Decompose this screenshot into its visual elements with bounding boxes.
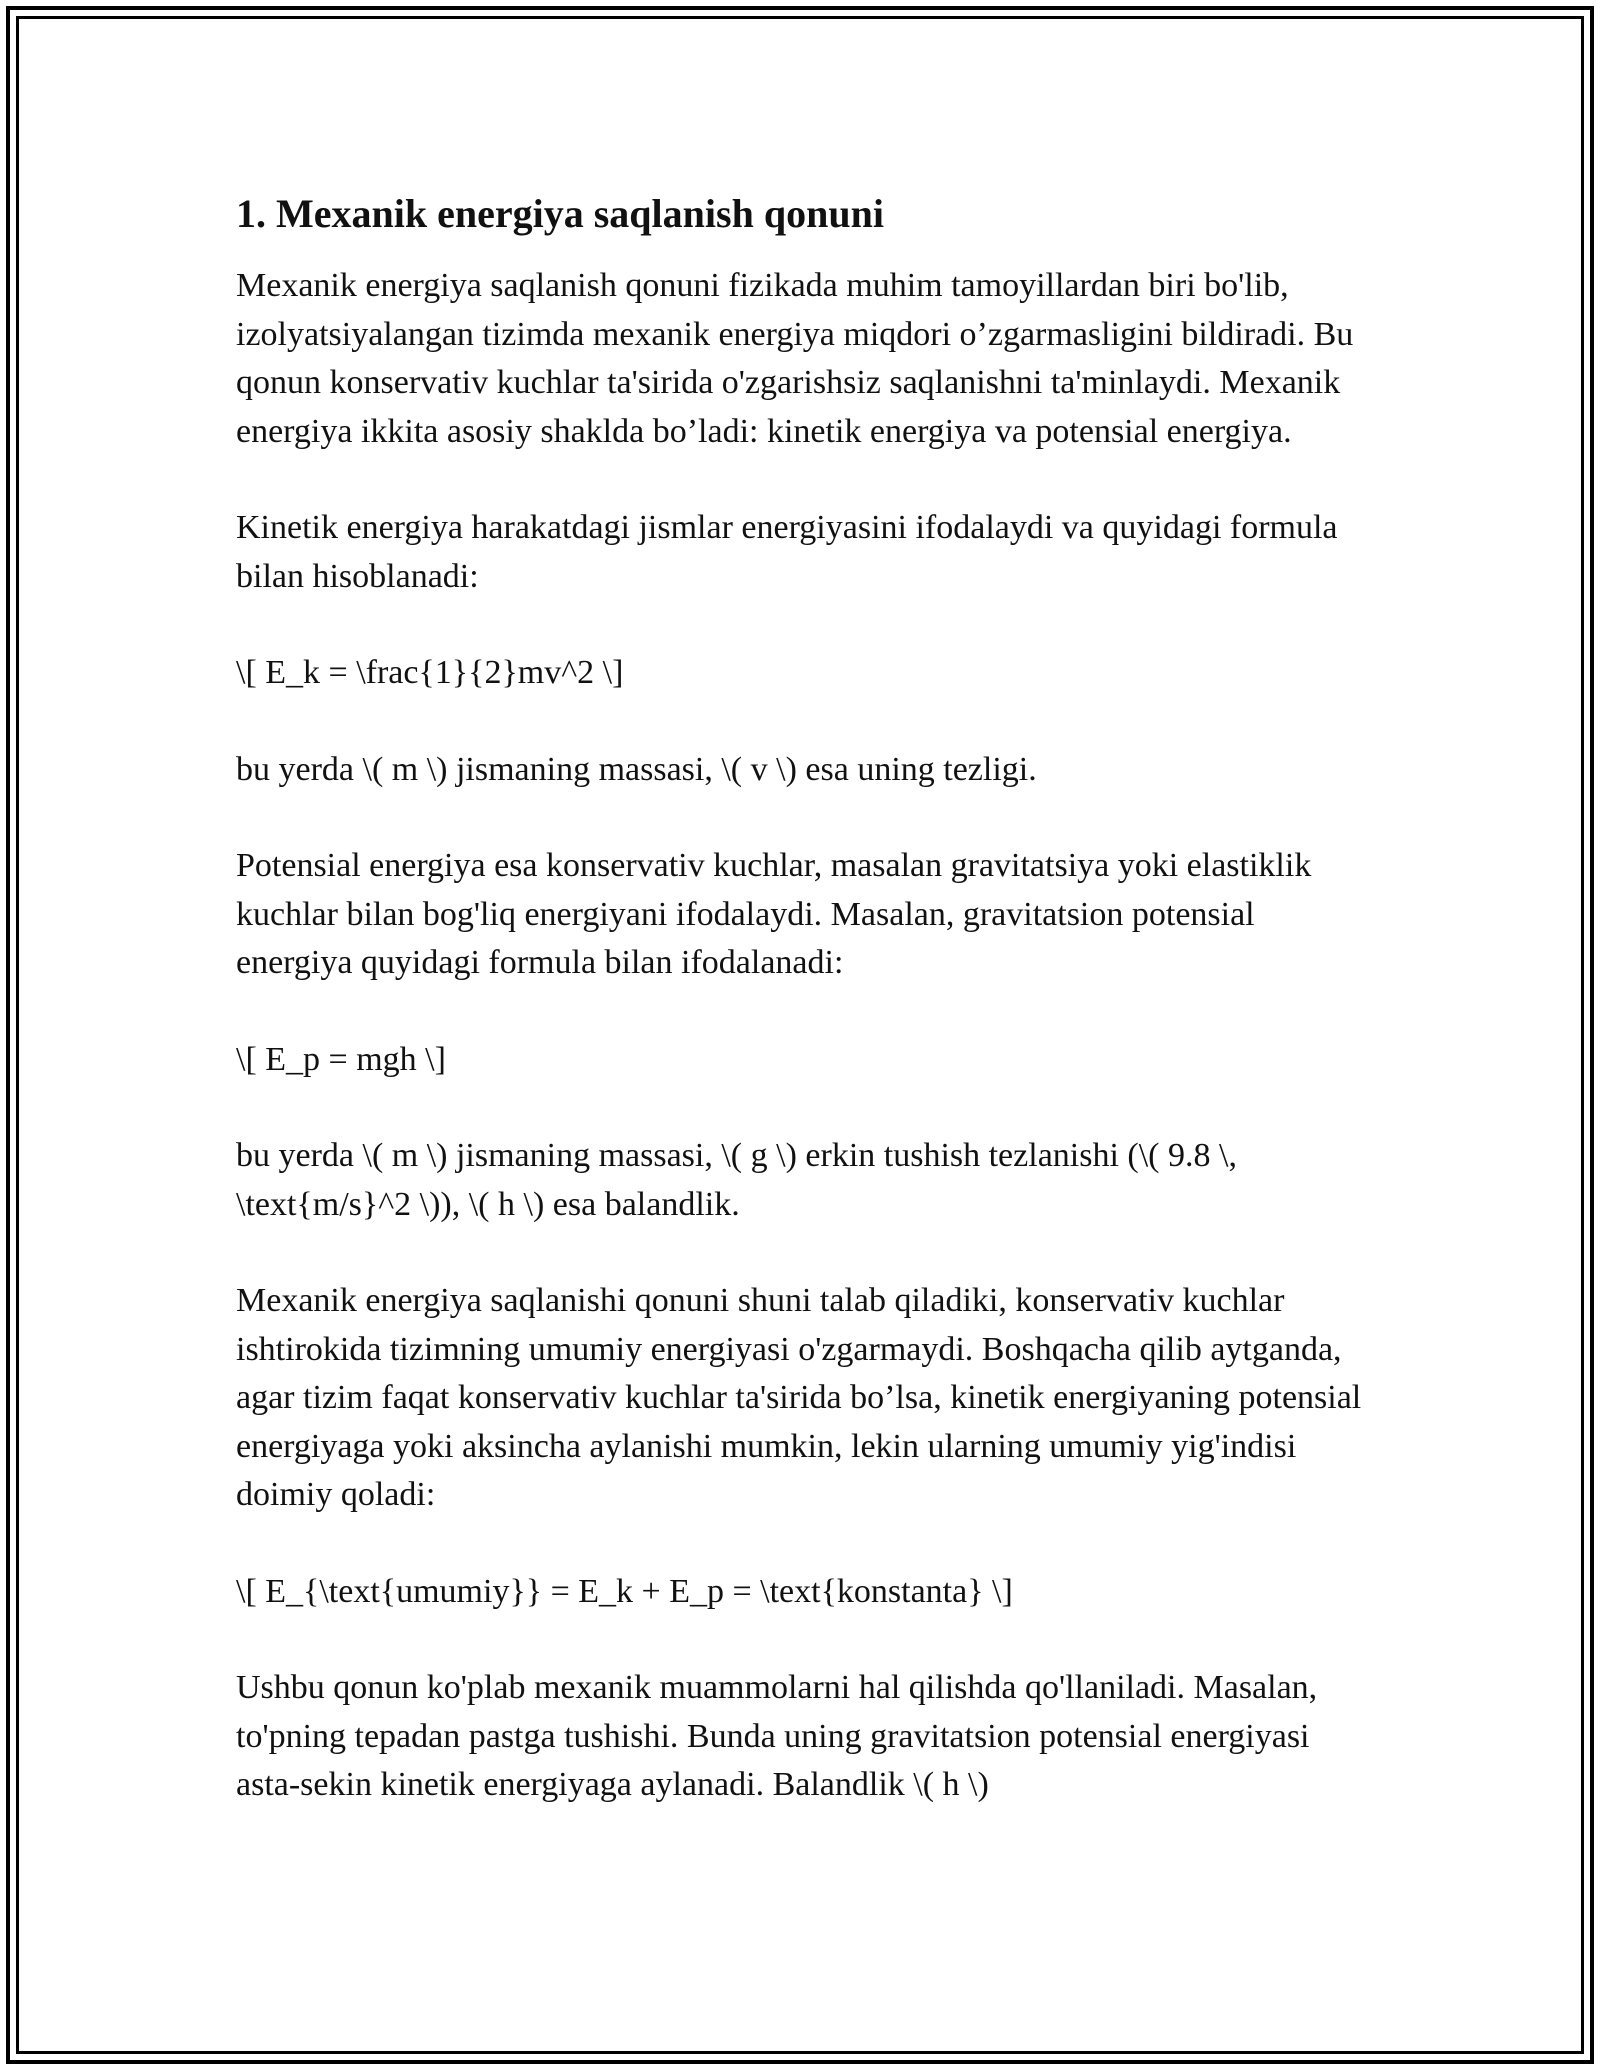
formula-potential-energy: \[ E_p = mgh \]	[236, 1040, 446, 1078]
paragraph-potential-vars: bu yerda \( m \) jismaning massasi, \( g \) erkin tushish tezlanishi (\( 9.8 \, \text{m/s}^2 \)), \( h \) esa balandlik.	[236, 1137, 1237, 1223]
paragraph-kinetic-vars: bu yerda \( m \) jismaning massasi, \( v \) esa uning tezligi.	[236, 750, 1037, 788]
paragraph-kinetic: Kinetik energiya harakatdagi jismlar energiyasini ifodalaydi va quyidagi formula bilan hisoblanadi:	[236, 509, 1338, 595]
paragraph-potential: Potensial energiya esa konservativ kuchlar, masalan gravitatsiya yoki elastiklik kuchlar bilan bog'liq energiyani ifodalaydi. Masalan, gravitatsion potensial energiya quyidagi formula bilan ifodalanadi:	[236, 847, 1312, 981]
paragraph-intro: Mexanik energiya saqlanish qonuni fizikada muhim tamoyillardan biri bo'lib, izolyatsiyalangan tizimda mexanik energiya miqdori o’zgarmasligini bildiradi. Bu qonun konservativ kuchlar ta'sirida o'zgarishsiz saqlanishni ta'minlaydi. Mexanik energiya ikkita asosiy shaklda bo’ladi: kinetik energiya va potensial energiya.	[236, 267, 1354, 450]
document-body	[236, 186, 1376, 1858]
paragraph-application: Ushbu qonun ko'plab mexanik muammolarni hal qilishda qo'llaniladi. Masalan, to'pning tepadan pastga tushishi. Bunda uning gravitatsion potensial energiyasi asta-sekin kinetik energiyaga aylanadi. Balandlik \( h \)	[236, 1669, 1318, 1803]
section-heading: 1. Mexanik energiya saqlanish qonuni	[236, 191, 884, 236]
formula-kinetic-energy: \[ E_k = \frac{1}{2}mv^2 \]	[236, 654, 624, 691]
paragraph-conservation: Mexanik energiya saqlanishi qonuni shuni talab qiladiki, konservativ kuchlar ishtirokida tizimning umumiy energiyasi o'zgarmaydi. Boshqacha qilib aytganda, agar tizim faqat konservativ kuchlar ta'sirida bo’lsa, kinetik energiyaning potensial energiyaga yoki aksincha aylanishi mumkin, lekin ularning umumiy yig'indisi doimiy qoladi:	[236, 1282, 1362, 1513]
formula-total-energy: \[ E_{\text{umumiy}} = E_k + E_p = \text{konstanta} \]	[236, 1572, 1013, 1610]
